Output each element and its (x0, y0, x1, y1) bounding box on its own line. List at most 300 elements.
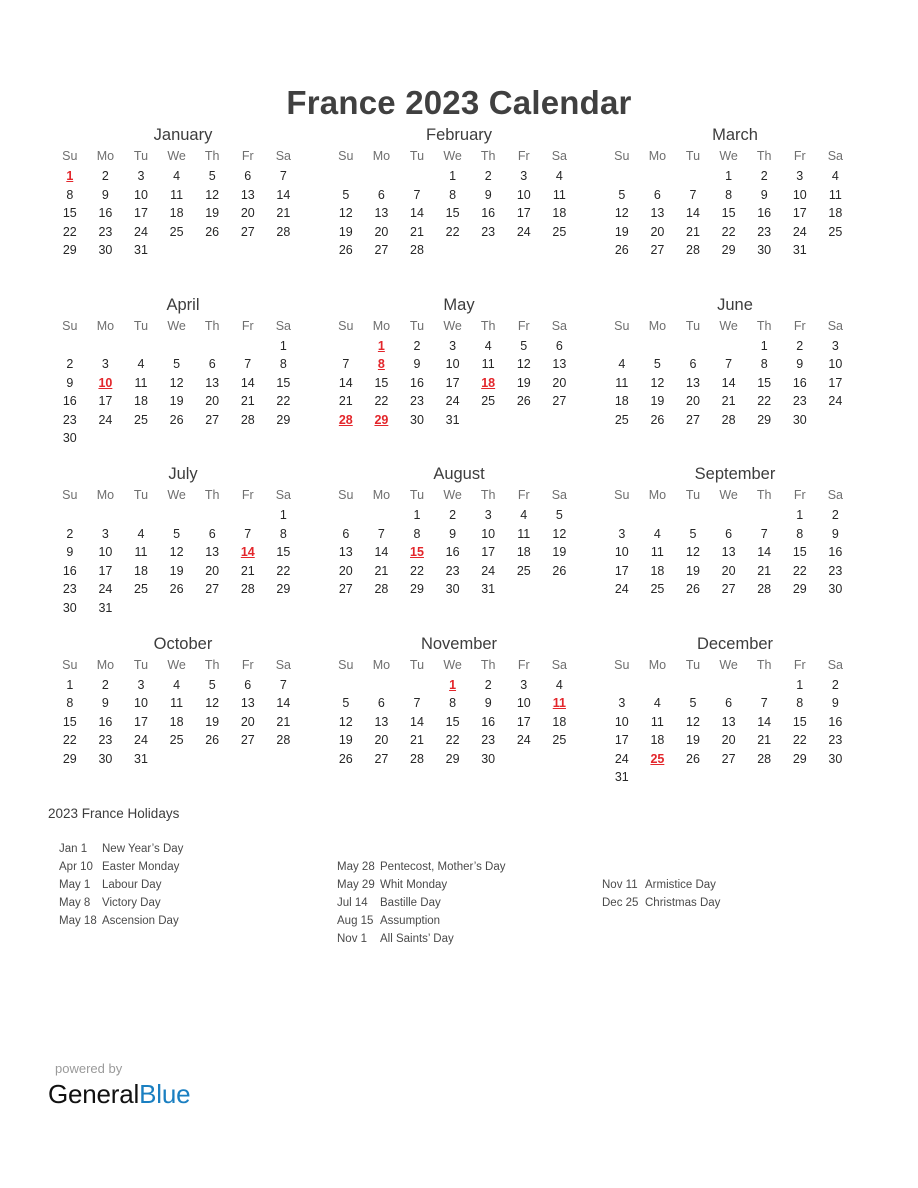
holiday-column (48, 840, 326, 930)
day-cell: 9 (449, 526, 457, 541)
day-cell: 29 (757, 412, 772, 427)
day-cell: 6 (377, 187, 385, 202)
day-cell-empty (194, 241, 230, 260)
day-cell-empty (364, 167, 400, 186)
day-cell-holiday: 14 (240, 545, 255, 560)
day-cell: 2 (66, 526, 74, 541)
day-cell-empty (194, 337, 230, 356)
day-cell: 3 (449, 338, 457, 353)
day-cell: 15 (721, 206, 736, 221)
day-cell: 23 (62, 412, 77, 427)
day-cell: 19 (552, 545, 567, 560)
day-cell: 11 (134, 375, 148, 390)
day-cell: 18 (552, 714, 567, 729)
day-cell: 12 (614, 206, 629, 221)
day-cell: 30 (757, 243, 772, 258)
day-cell: 17 (98, 563, 113, 578)
day-cell: 22 (276, 394, 291, 409)
weekday-header-cell: Mo (372, 318, 391, 333)
day-cell: 8 (66, 696, 74, 711)
weekday-header-row (597, 485, 873, 506)
brand-name-blue: Blue (139, 1079, 191, 1109)
day-cell-empty (266, 599, 302, 618)
week-row (597, 241, 873, 260)
day-cell: 6 (208, 357, 216, 372)
day-cell-empty (194, 506, 230, 525)
day-cell: 19 (614, 224, 629, 239)
day-cell: 4 (484, 338, 492, 353)
holiday-row (326, 858, 591, 876)
day-cell-empty (230, 599, 266, 618)
week-row (45, 580, 321, 599)
day-cell: 15 (276, 545, 291, 560)
day-cell: 6 (377, 696, 385, 711)
week-row (597, 223, 873, 242)
day-cell-empty (266, 429, 302, 448)
month-block (45, 633, 321, 803)
day-cell: 20 (205, 563, 220, 578)
weekday-header-cell: Su (338, 318, 354, 333)
day-cell: 24 (516, 733, 531, 748)
day-cell: 19 (516, 375, 531, 390)
day-cell: 6 (342, 526, 350, 541)
weekday-header-cell: Sa (827, 318, 843, 333)
day-cell: 21 (757, 733, 772, 748)
day-cell: 28 (374, 582, 389, 597)
holiday-name: Ascension Day (102, 915, 179, 927)
day-cell: 26 (169, 582, 184, 597)
day-cell: 19 (338, 224, 353, 239)
day-cell: 28 (721, 412, 736, 427)
day-cell: 30 (792, 412, 807, 427)
day-cell: 5 (618, 187, 626, 202)
day-cell: 8 (725, 187, 733, 202)
month-title: September (694, 465, 776, 483)
day-cell: 25 (481, 394, 496, 409)
week-row (45, 694, 321, 713)
weekday-header-cell: We (443, 657, 462, 672)
day-cell: 18 (650, 563, 665, 578)
day-cell: 30 (410, 412, 424, 427)
day-cell: 27 (374, 243, 389, 258)
weekday-header-cell: Fr (241, 318, 254, 333)
day-cell: 14 (240, 375, 255, 390)
day-cell-holiday: 29 (374, 412, 389, 427)
day-cell-empty (640, 768, 676, 787)
week-row (321, 676, 597, 695)
holiday-date: May 29 (337, 879, 375, 891)
holiday-row (326, 930, 591, 948)
weekday-header-cell: Tu (685, 657, 701, 672)
day-cell: 22 (721, 224, 736, 239)
day-cell: 21 (240, 563, 255, 578)
day-cell: 2 (413, 338, 421, 353)
week-row (597, 186, 873, 205)
day-cell: 14 (686, 206, 700, 221)
day-cell: 17 (445, 375, 460, 390)
day-cell: 5 (173, 357, 181, 372)
day-cell: 15 (62, 714, 77, 729)
week-row (45, 355, 321, 374)
day-cell-empty (266, 750, 302, 769)
day-cell: 19 (686, 563, 700, 578)
week-row (597, 543, 873, 562)
day-cell-empty (711, 506, 747, 525)
day-cell: 3 (831, 338, 839, 353)
day-cell: 29 (62, 751, 77, 766)
holiday-name: Armistice Day (645, 879, 716, 891)
day-cell: 18 (169, 714, 184, 729)
day-cell: 5 (689, 526, 697, 541)
day-cell-empty (675, 506, 711, 525)
day-cell: 1 (449, 169, 457, 183)
week-row (45, 223, 321, 242)
day-cell: 24 (98, 412, 113, 427)
day-cell: 17 (614, 563, 629, 578)
day-cell-empty (542, 411, 578, 430)
day-cell-empty (818, 768, 854, 787)
day-cell: 1 (279, 338, 287, 353)
day-cell-holiday: 1 (66, 169, 74, 183)
week-row (45, 374, 321, 393)
day-cell: 1 (413, 508, 421, 522)
day-cell: 16 (481, 714, 496, 729)
day-cell: 4 (137, 526, 145, 541)
day-cell: 19 (338, 733, 353, 748)
day-cell: 10 (516, 696, 531, 711)
day-cell: 17 (516, 206, 531, 221)
day-cell: 22 (757, 394, 772, 409)
weekday-header-cell: Th (756, 488, 772, 502)
day-cell: 3 (101, 526, 109, 541)
day-cell: 4 (520, 508, 528, 522)
day-cell: 21 (410, 733, 424, 748)
weekday-header-row (45, 485, 321, 506)
day-cell-empty (328, 506, 364, 525)
day-cell-empty (675, 337, 711, 356)
day-cell: 3 (796, 169, 804, 183)
day-cell: 20 (686, 394, 700, 409)
day-cell: 24 (134, 733, 148, 748)
day-cell: 30 (62, 600, 77, 615)
day-cell: 17 (516, 714, 531, 729)
day-cell: 20 (240, 206, 255, 221)
holiday-row (48, 912, 326, 930)
day-cell: 20 (374, 224, 389, 239)
day-cell: 7 (244, 526, 252, 541)
day-cell: 14 (276, 187, 291, 202)
day-cell: 20 (205, 394, 220, 409)
day-cell: 18 (516, 545, 531, 560)
day-cell: 13 (240, 187, 255, 202)
day-cell: 23 (98, 224, 113, 239)
day-cell: 20 (721, 733, 736, 748)
day-cell: 17 (828, 375, 843, 390)
month-block (321, 633, 597, 803)
day-cell: 18 (134, 563, 148, 578)
day-cell: 29 (276, 412, 291, 427)
week-row (321, 204, 597, 223)
day-cell: 5 (555, 508, 563, 522)
day-cell: 29 (792, 582, 807, 597)
week-row (45, 411, 321, 430)
day-cell: 12 (338, 206, 353, 221)
day-cell: 9 (413, 357, 421, 372)
day-cell-empty (159, 429, 195, 448)
week-row (597, 694, 873, 713)
day-cell: 27 (240, 733, 255, 748)
holidays-heading: 2023 France Holidays (48, 806, 180, 821)
week-row (597, 750, 873, 769)
day-cell: 2 (101, 677, 109, 692)
day-cell-empty (159, 599, 195, 618)
day-cell: 13 (552, 357, 567, 372)
weekday-header-cell: Fr (517, 488, 530, 502)
weekday-header-cell: Mo (96, 318, 115, 333)
weekday-header-cell: Fr (241, 657, 254, 672)
day-cell: 28 (757, 582, 772, 597)
day-cell: 28 (276, 733, 291, 748)
day-cell: 24 (614, 751, 629, 766)
holiday-name: Easter Monday (102, 861, 180, 873)
weekday-header-cell: We (719, 149, 738, 163)
week-row (321, 392, 597, 411)
weekday-header-cell: Th (204, 488, 220, 502)
day-cell: 16 (757, 206, 772, 221)
day-cell: 7 (760, 696, 768, 711)
day-cell: 22 (62, 224, 77, 239)
day-cell: 6 (689, 357, 697, 372)
day-cell: 18 (650, 733, 665, 748)
day-cell: 8 (279, 357, 287, 372)
day-cell: 3 (618, 696, 626, 711)
day-cell: 3 (137, 169, 145, 183)
week-row (45, 429, 321, 448)
day-cell: 30 (98, 243, 113, 258)
month-block (45, 294, 321, 464)
holidays-section (48, 806, 878, 948)
day-cell: 24 (792, 224, 807, 239)
day-cell: 16 (481, 206, 496, 221)
holiday-column (326, 840, 591, 948)
day-cell: 4 (173, 169, 181, 183)
day-cell: 21 (276, 714, 291, 729)
day-cell: 13 (650, 206, 665, 221)
weekday-header-cell: Th (756, 318, 772, 333)
week-row (321, 374, 597, 393)
day-cell-empty (470, 241, 506, 260)
day-cell: 27 (721, 751, 736, 766)
day-cell: 12 (686, 714, 700, 729)
day-cell: 7 (279, 169, 287, 183)
day-cell: 10 (481, 526, 496, 541)
day-cell: 21 (276, 206, 291, 221)
day-cell: 23 (410, 394, 424, 409)
day-cell-empty (506, 580, 542, 599)
week-row (597, 374, 873, 393)
day-cell: 14 (276, 696, 291, 711)
day-cell: 27 (338, 582, 353, 597)
weekday-header-cell: Tu (685, 488, 701, 502)
month-title: August (433, 465, 485, 483)
weekday-header-cell: Tu (685, 318, 701, 333)
day-cell: 30 (62, 431, 77, 446)
holiday-name: Assumption (380, 915, 441, 927)
day-cell: 25 (828, 224, 843, 239)
day-cell: 25 (552, 224, 567, 239)
day-cell: 16 (62, 394, 77, 409)
day-cell-empty (230, 750, 266, 769)
day-cell: 6 (725, 526, 733, 541)
day-cell: 26 (686, 582, 700, 597)
day-cell: 24 (445, 394, 460, 409)
day-cell: 21 (410, 224, 424, 239)
weekday-header-cell: Th (204, 149, 220, 163)
month-block (321, 294, 597, 464)
day-cell: 8 (279, 526, 287, 541)
weekday-header-row (597, 316, 873, 337)
day-cell: 31 (445, 412, 460, 427)
day-cell: 23 (445, 563, 460, 578)
weekday-header-cell: Su (614, 318, 630, 333)
holiday-name: Pentecost, Mother’s Day (380, 861, 506, 873)
day-cell: 8 (760, 357, 768, 372)
day-cell: 11 (615, 375, 629, 390)
week-row (597, 768, 873, 787)
day-cell: 12 (205, 187, 220, 202)
month-block (321, 463, 597, 633)
day-cell-empty (52, 337, 88, 356)
day-cell: 31 (134, 751, 148, 766)
day-cell: 1 (760, 338, 768, 353)
weekday-header-cell: Fr (517, 657, 530, 672)
day-cell: 22 (276, 563, 291, 578)
week-row (321, 355, 597, 374)
day-cell: 17 (481, 545, 496, 560)
weekday-header-cell: We (167, 318, 186, 333)
day-cell: 26 (205, 224, 220, 239)
weekday-header-cell: Mo (372, 488, 391, 502)
day-cell: 9 (101, 187, 109, 202)
weekday-header-cell: We (443, 318, 462, 333)
day-cell: 22 (410, 563, 424, 578)
day-cell-empty (470, 411, 506, 430)
holiday-row (591, 894, 861, 912)
weekday-header-row (321, 655, 597, 676)
day-cell-empty (230, 241, 266, 260)
day-cell: 5 (208, 169, 216, 183)
day-cell: 23 (792, 394, 807, 409)
weekday-header-cell: Fr (517, 149, 530, 163)
day-cell: 26 (169, 412, 184, 427)
day-cell: 4 (831, 169, 839, 183)
day-cell: 13 (205, 375, 220, 390)
day-cell-holiday: 18 (481, 375, 496, 390)
day-cell-empty (194, 599, 230, 618)
day-cell-empty (123, 599, 159, 618)
holiday-row (48, 876, 326, 894)
day-cell: 4 (653, 696, 661, 711)
month-title: June (717, 295, 753, 314)
weekday-header-cell: Su (62, 149, 78, 163)
day-cell: 8 (66, 187, 74, 202)
day-cell-empty (604, 506, 640, 525)
weekday-header-cell: Su (614, 149, 630, 163)
day-cell-empty (675, 676, 711, 695)
day-cell-empty (782, 768, 818, 787)
day-cell: 21 (240, 394, 255, 409)
holiday-name: All Saints’ Day (380, 933, 454, 945)
day-cell: 31 (481, 582, 496, 597)
day-cell: 22 (445, 224, 460, 239)
day-cell-holiday: 10 (98, 375, 113, 390)
footer-brand (48, 1060, 190, 1110)
day-cell-empty (399, 676, 435, 695)
holiday-date: May 18 (59, 915, 97, 927)
weekday-header-row (321, 316, 597, 337)
weekday-header-cell: Su (338, 657, 354, 672)
weekday-header-cell: Mo (96, 657, 115, 672)
day-cell: 12 (686, 545, 700, 560)
weekday-header-cell: Tu (133, 318, 149, 333)
week-row (45, 241, 321, 260)
month-title: January (153, 126, 213, 144)
day-cell: 5 (342, 696, 350, 711)
week-row (321, 525, 597, 544)
day-cell: 23 (828, 733, 843, 748)
weekday-header-cell: Sa (551, 657, 567, 672)
day-cell: 25 (134, 412, 148, 427)
day-cell: 8 (413, 526, 421, 541)
day-cell: 23 (828, 563, 843, 578)
day-cell-empty (640, 676, 676, 695)
generalblue-logo (48, 1078, 190, 1110)
day-cell: 1 (725, 169, 733, 183)
weekday-header-cell: Fr (241, 149, 254, 163)
day-cell: 3 (137, 677, 145, 692)
day-cell: 5 (520, 338, 528, 353)
week-row (597, 355, 873, 374)
day-cell: 1 (279, 508, 287, 522)
weekday-header-cell: Fr (793, 488, 806, 502)
day-cell: 6 (244, 677, 252, 692)
weekday-header-cell: Fr (793, 149, 806, 163)
day-cell: 9 (66, 545, 74, 560)
week-row (45, 337, 321, 356)
day-cell: 9 (831, 526, 839, 541)
day-cell-empty (640, 506, 676, 525)
day-cell-empty (52, 506, 88, 525)
day-cell: 21 (338, 394, 353, 409)
day-cell: 26 (686, 751, 700, 766)
day-cell: 24 (828, 394, 843, 409)
day-cell: 7 (279, 677, 287, 692)
day-cell: 1 (796, 508, 804, 522)
weekday-header-row (321, 146, 597, 167)
weekday-header-cell: Su (62, 318, 78, 333)
day-cell: 9 (831, 696, 839, 711)
day-cell: 27 (721, 582, 736, 597)
day-cell: 26 (338, 243, 353, 258)
day-cell: 1 (66, 677, 74, 692)
weekday-header-cell: Su (62, 488, 78, 502)
day-cell: 17 (134, 206, 148, 221)
week-row (45, 392, 321, 411)
day-cell: 23 (98, 733, 113, 748)
day-cell: 2 (101, 169, 109, 183)
day-cell: 31 (98, 600, 113, 615)
day-cell: 4 (173, 677, 181, 692)
